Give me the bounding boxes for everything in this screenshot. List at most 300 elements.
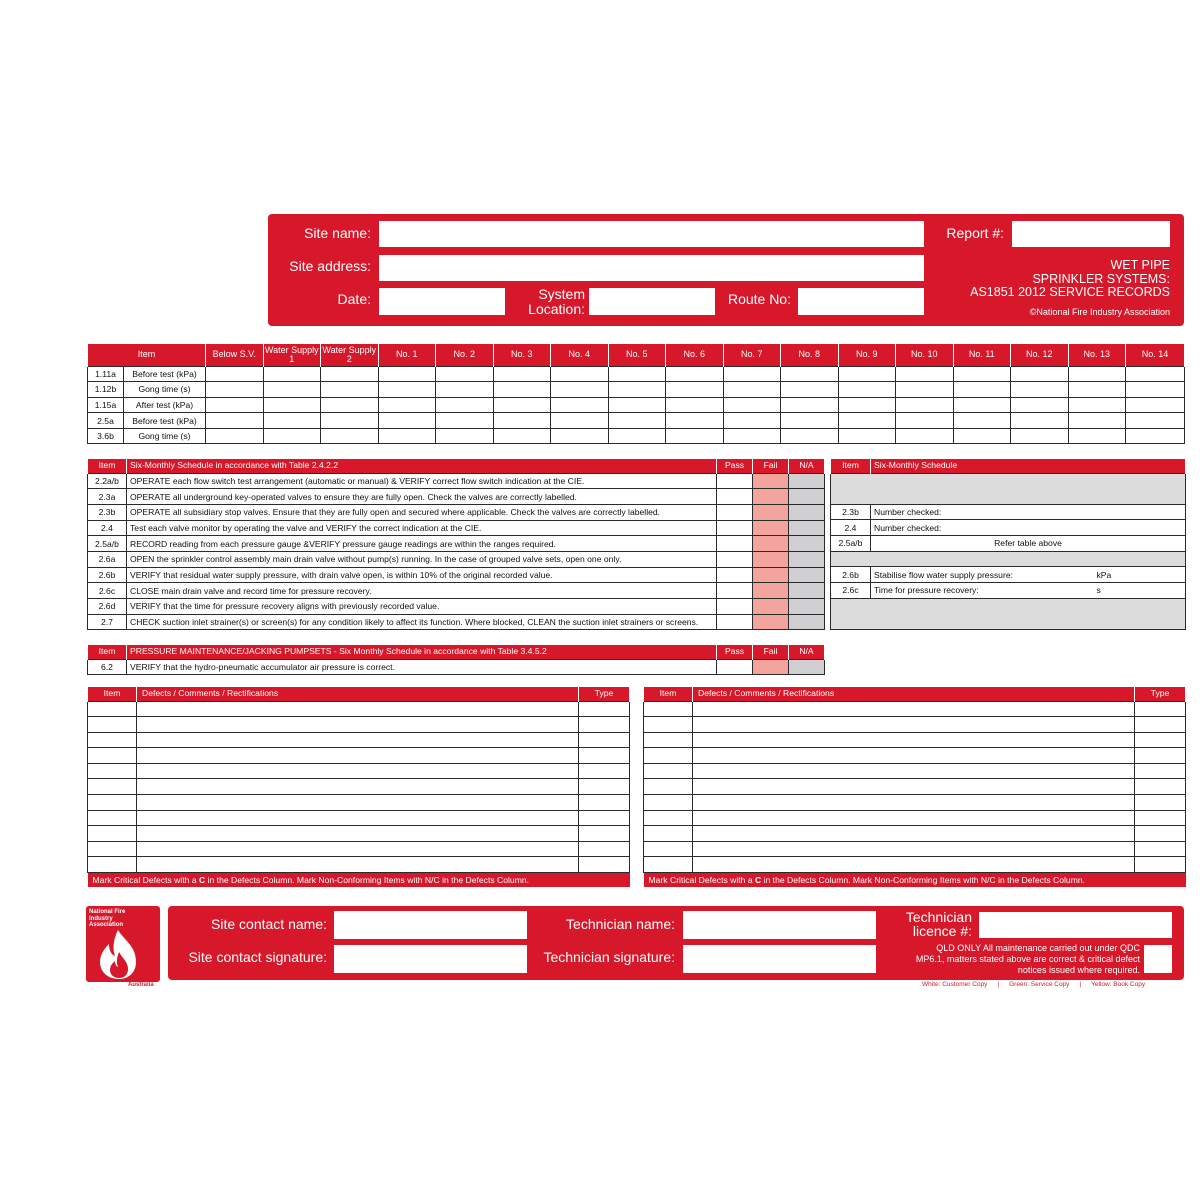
pressure-entry-cell[interactable] — [321, 397, 379, 413]
side-row — [831, 504, 1186, 520]
defect-item-cell[interactable] — [644, 732, 693, 748]
pass-checkbox[interactable] — [717, 614, 753, 630]
fail-checkbox[interactable] — [753, 473, 789, 489]
defects-footer-post: in the Defects Column. Mark Non-Conforming Items with N/C in the Defects Column. — [761, 874, 1086, 885]
defect-comment-cell[interactable] — [137, 810, 579, 826]
pressure-entry-cell[interactable] — [206, 397, 264, 413]
defect-type-cell[interactable] — [1135, 717, 1186, 733]
defect-comment-cell[interactable] — [137, 779, 579, 795]
pressure-col-header: No. 11 — [953, 344, 1011, 366]
defect-comment-cell[interactable] — [693, 810, 1135, 826]
defect-comment-cell[interactable] — [693, 701, 1135, 717]
pressure-entry-cell[interactable] — [436, 413, 494, 429]
defect-item-cell[interactable] — [644, 748, 693, 764]
defects-col-header: Type — [579, 687, 630, 701]
defect-item-cell[interactable] — [644, 779, 693, 795]
defect-type-cell[interactable] — [579, 763, 630, 779]
form-title-line2: SPRINKLER SYSTEMS: — [1032, 271, 1170, 286]
pressure-entry-cell[interactable] — [666, 413, 724, 429]
pressure-entry-cell[interactable] — [1126, 397, 1185, 413]
defects-footer-c: C — [755, 874, 762, 885]
pressure-entry-cell[interactable] — [263, 413, 321, 429]
defect-type-cell[interactable] — [579, 779, 630, 795]
fail-checkbox[interactable] — [753, 520, 789, 536]
defect-type-cell[interactable] — [579, 748, 630, 764]
fail-checkbox[interactable] — [753, 659, 789, 675]
side-blank-cell — [831, 473, 1186, 504]
defect-type-cell[interactable] — [579, 717, 630, 733]
side-item-code: 2.4 — [831, 520, 871, 536]
signoff-panel — [168, 906, 1184, 980]
defect-type-cell[interactable] — [1135, 779, 1186, 795]
defect-type-cell[interactable] — [579, 826, 630, 842]
technician-signature-field[interactable] — [683, 945, 876, 973]
schedule-item-code: 6.2 — [88, 659, 127, 675]
na-checkbox[interactable] — [789, 520, 825, 536]
site-address-field[interactable] — [379, 255, 924, 281]
defects-footer-note — [644, 873, 1186, 887]
pressure-entry-cell[interactable] — [493, 428, 551, 444]
na-checkbox[interactable] — [789, 567, 825, 583]
defects-col-header: Type — [1135, 687, 1186, 701]
pressure-entry-cell[interactable] — [1011, 413, 1069, 429]
schedule-row — [88, 599, 825, 615]
defect-item-cell[interactable] — [644, 857, 693, 873]
pressure-entry-cell[interactable] — [1126, 366, 1185, 382]
side-item-text: Time for pressure recovery: — [871, 582, 1057, 598]
defects-row — [88, 748, 630, 764]
pressure-entry-cell[interactable] — [608, 413, 666, 429]
na-checkbox[interactable] — [789, 536, 825, 552]
defect-comment-cell[interactable] — [693, 732, 1135, 748]
pressure-row — [88, 428, 1185, 444]
na-checkbox[interactable] — [789, 599, 825, 615]
defects-row — [644, 748, 1186, 764]
site-contact-signature-field[interactable] — [334, 945, 527, 973]
defects-table-right — [643, 687, 1186, 887]
pressure-entry-cell[interactable] — [953, 413, 1011, 429]
schedule-row — [88, 659, 825, 675]
pressure-entry-cell[interactable] — [1011, 428, 1069, 444]
pass-checkbox[interactable] — [717, 567, 753, 583]
na-checkbox[interactable] — [789, 659, 825, 675]
pressure-col-header: Water Supply 1 — [263, 344, 321, 366]
defect-type-cell[interactable] — [1135, 763, 1186, 779]
pressure-entry-cell[interactable] — [378, 413, 436, 429]
schedule-item-text: Test each valve monitor by operating the valve and VERIFY the correct indication at the CIE. — [127, 520, 717, 536]
pressure-entry-cell[interactable] — [493, 397, 551, 413]
pass-checkbox[interactable] — [717, 520, 753, 536]
defect-item-cell[interactable] — [644, 841, 693, 857]
na-checkbox[interactable] — [789, 551, 825, 567]
pressure-row — [88, 382, 1185, 398]
schedule-col-header: N/A — [789, 645, 825, 659]
schedule-item-code: 2.6d — [88, 599, 127, 615]
defects-row — [88, 701, 630, 717]
report-number-field[interactable] — [1012, 221, 1170, 247]
pressure-entry-cell[interactable] — [263, 428, 321, 444]
defect-comment-cell[interactable] — [137, 857, 579, 873]
defects-col-header: Defects / Comments / Rectifications — [693, 687, 1135, 701]
pass-checkbox[interactable] — [717, 489, 753, 505]
side-item-unit[interactable] — [1057, 520, 1186, 536]
defect-item-cell[interactable] — [644, 810, 693, 826]
pressure-col-header: No. 1 — [378, 344, 436, 366]
defect-type-cell[interactable] — [1135, 810, 1186, 826]
defect-comment-cell[interactable] — [693, 826, 1135, 842]
pressure-entry-cell[interactable] — [953, 382, 1011, 398]
report-number-label: Report #: — [946, 225, 1004, 241]
jacking-pumpsets-table — [87, 645, 825, 675]
defect-type-cell[interactable] — [579, 810, 630, 826]
side-item-unit[interactable]: kPa — [1057, 567, 1186, 583]
pressure-entry-cell[interactable] — [953, 366, 1011, 382]
defect-type-cell[interactable] — [1135, 701, 1186, 717]
pressure-entry-cell[interactable] — [838, 397, 896, 413]
defect-comment-cell[interactable] — [137, 701, 579, 717]
schedule-row — [88, 583, 825, 599]
defect-comment-cell[interactable] — [693, 857, 1135, 873]
pressure-entry-cell[interactable] — [206, 428, 264, 444]
defect-type-cell[interactable] — [1135, 795, 1186, 811]
defects-footer-note — [88, 873, 630, 887]
route-no-field[interactable] — [798, 288, 924, 315]
pressure-entry-cell[interactable] — [378, 366, 436, 382]
pressure-entry-cell[interactable] — [723, 366, 781, 382]
pressure-entry-cell[interactable] — [666, 382, 724, 398]
pressure-entry-cell[interactable] — [378, 382, 436, 398]
side-row — [831, 567, 1186, 583]
header-panel — [268, 214, 1184, 326]
technician-signature-label: Technician signature: — [543, 949, 675, 965]
pressure-entry-cell[interactable] — [378, 397, 436, 413]
pressure-entry-cell[interactable] — [781, 366, 839, 382]
fail-checkbox[interactable] — [753, 489, 789, 505]
defect-type-cell[interactable] — [1135, 826, 1186, 842]
schedule-item-text: OPERATE each flow switch test arrangement (automatic or manual) & VERIFY correct flow switch indication at the CIE. — [127, 473, 717, 489]
form-title-line3: AS1851 2012 SERVICE RECORDS — [970, 285, 1170, 299]
defects-row — [88, 841, 630, 857]
fail-checkbox[interactable] — [753, 599, 789, 615]
pressure-col-header: No. 12 — [1011, 344, 1069, 366]
schedule-item-code: 2.3a — [88, 489, 127, 505]
defects-row — [88, 763, 630, 779]
defects-row — [644, 810, 1186, 826]
defects-footer-c: C — [199, 874, 206, 885]
side-blank-cell — [831, 551, 1186, 567]
pressure-entry-cell[interactable] — [666, 366, 724, 382]
na-checkbox[interactable] — [789, 504, 825, 520]
pressure-entry-cell[interactable] — [436, 366, 494, 382]
pressure-entry-cell[interactable] — [206, 413, 264, 429]
defect-item-cell[interactable] — [644, 795, 693, 811]
pressure-entry-cell[interactable] — [436, 382, 494, 398]
logo-text: National Fire Industry Association — [89, 909, 126, 928]
copyright-notice: ©National Fire Industry Association — [1029, 307, 1170, 317]
defect-item-cell[interactable] — [88, 826, 137, 842]
schedule-item-text: VERIFY that the hydro-pneumatic accumulator air pressure is correct. — [127, 659, 717, 675]
pressure-entry-cell[interactable] — [321, 428, 379, 444]
pressure-entry-cell[interactable] — [263, 397, 321, 413]
schedule-col-header: N/A — [789, 459, 825, 473]
defect-item-cell[interactable] — [88, 717, 137, 733]
defect-item-cell[interactable] — [88, 701, 137, 717]
pressure-row-code: 3.6b — [88, 428, 124, 444]
pressure-entry-cell[interactable] — [723, 428, 781, 444]
pressure-entry-cell[interactable] — [781, 397, 839, 413]
pressure-col-header: No. 6 — [666, 344, 724, 366]
pass-checkbox[interactable] — [717, 504, 753, 520]
pressure-entry-cell[interactable] — [666, 428, 724, 444]
qld-checkbox[interactable] — [1144, 945, 1172, 973]
fail-checkbox[interactable] — [753, 567, 789, 583]
pressure-entry-cell[interactable] — [953, 397, 1011, 413]
pressure-entry-cell[interactable] — [781, 428, 839, 444]
technician-licence-field[interactable] — [979, 912, 1172, 938]
pressure-col-header: Water Supply 2 — [321, 344, 379, 366]
pressure-entry-cell[interactable] — [896, 382, 954, 398]
pressure-entry-cell[interactable] — [321, 366, 379, 382]
pressure-entry-cell[interactable] — [723, 413, 781, 429]
pressure-row — [88, 366, 1185, 382]
defect-comment-cell[interactable] — [137, 732, 579, 748]
fail-checkbox[interactable] — [753, 536, 789, 552]
pressure-entry-cell[interactable] — [666, 397, 724, 413]
defect-comment-cell[interactable] — [137, 748, 579, 764]
defects-row — [88, 826, 630, 842]
pressure-entry-cell[interactable] — [493, 366, 551, 382]
na-checkbox[interactable] — [789, 473, 825, 489]
defect-type-cell[interactable] — [1135, 732, 1186, 748]
side-item-unit[interactable] — [1057, 504, 1186, 520]
defect-item-cell[interactable] — [88, 779, 137, 795]
schedule-item-code: 2.6b — [88, 567, 127, 583]
pressure-entry-cell[interactable] — [1068, 397, 1126, 413]
pressure-entry-cell[interactable] — [1126, 413, 1185, 429]
defect-item-cell[interactable] — [644, 717, 693, 733]
pressure-entry-cell[interactable] — [896, 366, 954, 382]
defect-type-cell[interactable] — [579, 841, 630, 857]
schedule-item-text: VERIFY that the time for pressure recovery aligns with previously recorded value. — [127, 599, 717, 615]
system-location-field[interactable] — [589, 288, 715, 315]
pressure-entry-cell[interactable] — [321, 382, 379, 398]
copy-yellow: Yellow: Book Copy — [1091, 981, 1146, 988]
date-field[interactable] — [379, 288, 505, 315]
pressure-entry-cell[interactable] — [206, 382, 264, 398]
defect-comment-cell[interactable] — [693, 795, 1135, 811]
schedule-col-header: Fail — [753, 459, 789, 473]
pressure-col-header: No. 10 — [896, 344, 954, 366]
defects-row — [644, 763, 1186, 779]
fail-checkbox[interactable] — [753, 504, 789, 520]
schedule-row — [88, 520, 825, 536]
schedule-item-code: 2.7 — [88, 614, 127, 630]
pressure-entry-cell[interactable] — [608, 397, 666, 413]
pressure-entry-cell[interactable] — [896, 413, 954, 429]
pressure-entry-cell[interactable] — [838, 382, 896, 398]
defect-item-cell[interactable] — [88, 748, 137, 764]
defects-row — [644, 857, 1186, 873]
route-no-label: Route No: — [727, 291, 791, 307]
fail-checkbox[interactable] — [753, 614, 789, 630]
pass-checkbox[interactable] — [717, 536, 753, 552]
defects-row — [88, 732, 630, 748]
pressure-entry-cell[interactable] — [1011, 382, 1069, 398]
defects-row — [644, 841, 1186, 857]
defect-type-cell[interactable] — [1135, 857, 1186, 873]
pressure-entry-cell[interactable] — [953, 428, 1011, 444]
defects-row — [644, 732, 1186, 748]
pass-checkbox[interactable] — [717, 473, 753, 489]
pressure-row-label: After test (kPa) — [124, 397, 206, 413]
pressure-entry-cell[interactable] — [723, 397, 781, 413]
system-location-label-line2: Location: — [528, 301, 585, 317]
pressure-entry-cell[interactable] — [493, 413, 551, 429]
pressure-entry-cell[interactable] — [551, 382, 609, 398]
pressure-entry-cell[interactable] — [493, 382, 551, 398]
site-name-field[interactable] — [379, 221, 924, 247]
schedule-item-text: OPEN the sprinkler control assembly main drain valve without pump(s) running. In the case of grouped valve sets, open one only. — [127, 551, 717, 567]
defects-footer-pre: Mark Critical Defects with a — [648, 874, 755, 885]
defect-type-cell[interactable] — [1135, 841, 1186, 857]
pressure-entry-cell[interactable] — [551, 428, 609, 444]
schedule-item-text: VERIFY that residual water supply pressure, with drain valve open, is within 10% of the original recorded value. — [127, 567, 717, 583]
schedule-item-text: RECORD reading from each pressure gauge &VERIFY pressure gauge readings are within the ranges required. — [127, 536, 717, 552]
pressure-entry-cell[interactable] — [1068, 366, 1126, 382]
schedule-row — [88, 551, 825, 567]
pass-checkbox[interactable] — [717, 659, 753, 675]
na-checkbox[interactable] — [789, 614, 825, 630]
side-item-text: Number checked: — [871, 520, 1057, 536]
pressure-entry-cell[interactable] — [1126, 428, 1185, 444]
defect-comment-cell[interactable] — [137, 763, 579, 779]
site-name-label: Site name: — [304, 225, 371, 241]
schedule-item-text: CLOSE main drain valve and record time for pressure recovery. — [127, 583, 717, 599]
pressure-entry-cell[interactable] — [1011, 397, 1069, 413]
pressure-row — [88, 397, 1185, 413]
na-checkbox[interactable] — [789, 583, 825, 599]
side-item-text: Number checked: — [871, 504, 1057, 520]
pressure-entry-cell[interactable] — [378, 428, 436, 444]
side-col-header: Six-Monthly Schedule — [871, 459, 1186, 473]
defect-comment-cell[interactable] — [693, 748, 1135, 764]
pressure-entry-cell[interactable] — [608, 366, 666, 382]
defect-type-cell[interactable] — [579, 795, 630, 811]
pressure-col-header: No. 13 — [1068, 344, 1126, 366]
pressure-entry-cell[interactable] — [838, 428, 896, 444]
side-item-unit[interactable]: s — [1057, 582, 1186, 598]
copy-white: White: Customer Copy — [922, 981, 988, 988]
defects-col-header: Defects / Comments / Rectifications — [137, 687, 579, 701]
pressure-row-code: 1.15a — [88, 397, 124, 413]
schedule-item-code: 2.6c — [88, 583, 127, 599]
pressure-entry-cell[interactable] — [608, 428, 666, 444]
pressure-entry-cell[interactable] — [896, 397, 954, 413]
pass-checkbox[interactable] — [717, 551, 753, 567]
defect-item-cell[interactable] — [644, 826, 693, 842]
schedule-row — [88, 614, 825, 630]
site-contact-signature-label: Site contact signature: — [188, 949, 327, 965]
defect-type-cell[interactable] — [1135, 748, 1186, 764]
pressure-entry-cell[interactable] — [896, 428, 954, 444]
pressure-entry-cell[interactable] — [436, 428, 494, 444]
pressure-entry-cell[interactable] — [551, 413, 609, 429]
schedule-item-code: 2.2a/b — [88, 473, 127, 489]
defect-item-cell[interactable] — [88, 857, 137, 873]
defect-comment-cell[interactable] — [693, 763, 1135, 779]
defect-comment-cell[interactable] — [693, 779, 1135, 795]
defect-item-cell[interactable] — [88, 810, 137, 826]
pressure-entry-cell[interactable] — [608, 382, 666, 398]
pressure-entry-cell[interactable] — [206, 366, 264, 382]
defect-item-cell[interactable] — [88, 795, 137, 811]
defect-item-cell[interactable] — [88, 763, 137, 779]
defect-comment-cell[interactable] — [693, 841, 1135, 857]
pressure-entry-cell[interactable] — [551, 366, 609, 382]
defect-type-cell[interactable] — [579, 857, 630, 873]
defect-item-cell[interactable] — [644, 701, 693, 717]
copy-sep-1: | — [997, 981, 1000, 988]
defect-comment-cell[interactable] — [137, 826, 579, 842]
pressure-entry-cell[interactable] — [551, 397, 609, 413]
pressure-col-header: No. 9 — [838, 344, 896, 366]
defect-comment-cell[interactable] — [693, 717, 1135, 733]
pressure-entry-cell[interactable] — [1068, 413, 1126, 429]
pressure-entry-cell[interactable] — [1068, 382, 1126, 398]
fail-checkbox[interactable] — [753, 551, 789, 567]
pass-checkbox[interactable] — [717, 583, 753, 599]
pressure-entry-cell[interactable] — [263, 382, 321, 398]
pressure-entry-cell[interactable] — [1011, 366, 1069, 382]
pressure-entry-cell[interactable] — [1126, 382, 1185, 398]
side-col-header: Item — [831, 459, 871, 473]
six-monthly-schedule-table — [87, 459, 825, 630]
qld-note: QLD ONLY All maintenance carried out under QDC MP6.1, matters stated above are correct & critical defect notices issued where required. — [915, 943, 1140, 975]
schedule-item-code: 2.4 — [88, 520, 127, 536]
fail-checkbox[interactable] — [753, 583, 789, 599]
defect-comment-cell[interactable] — [137, 795, 579, 811]
pressure-entry-cell[interactable] — [1068, 428, 1126, 444]
pressure-entry-cell[interactable] — [838, 366, 896, 382]
defect-comment-cell[interactable] — [137, 841, 579, 857]
defect-item-cell[interactable] — [644, 763, 693, 779]
schedule-item-code: 2.5a/b — [88, 536, 127, 552]
pressure-entry-cell[interactable] — [723, 382, 781, 398]
defects-table-left — [87, 687, 630, 887]
pressure-entry-cell[interactable] — [838, 413, 896, 429]
defect-item-cell[interactable] — [88, 841, 137, 857]
pressure-entry-cell[interactable] — [781, 413, 839, 429]
nfia-logo — [86, 906, 160, 982]
pressure-entry-cell[interactable] — [263, 366, 321, 382]
pressure-entry-cell[interactable] — [321, 413, 379, 429]
defects-row — [644, 717, 1186, 733]
defect-type-cell[interactable] — [579, 701, 630, 717]
side-blank-cell — [831, 598, 1186, 629]
defects-row — [88, 717, 630, 733]
defect-item-cell[interactable] — [88, 732, 137, 748]
na-checkbox[interactable] — [789, 489, 825, 505]
pressure-entry-cell[interactable] — [781, 382, 839, 398]
defect-comment-cell[interactable] — [137, 717, 579, 733]
schedule-item-text: CHECK suction inlet strainer(s) or screen(s) for any condition likely to affect its function. Where blocked, CLEAN the suction inlet strainers or screens. — [127, 614, 717, 630]
site-contact-name-field[interactable] — [334, 911, 527, 939]
pass-checkbox[interactable] — [717, 599, 753, 615]
pressure-entry-cell[interactable] — [436, 397, 494, 413]
defect-type-cell[interactable] — [579, 732, 630, 748]
technician-name-field[interactable] — [683, 911, 876, 939]
defects-row — [88, 857, 630, 873]
